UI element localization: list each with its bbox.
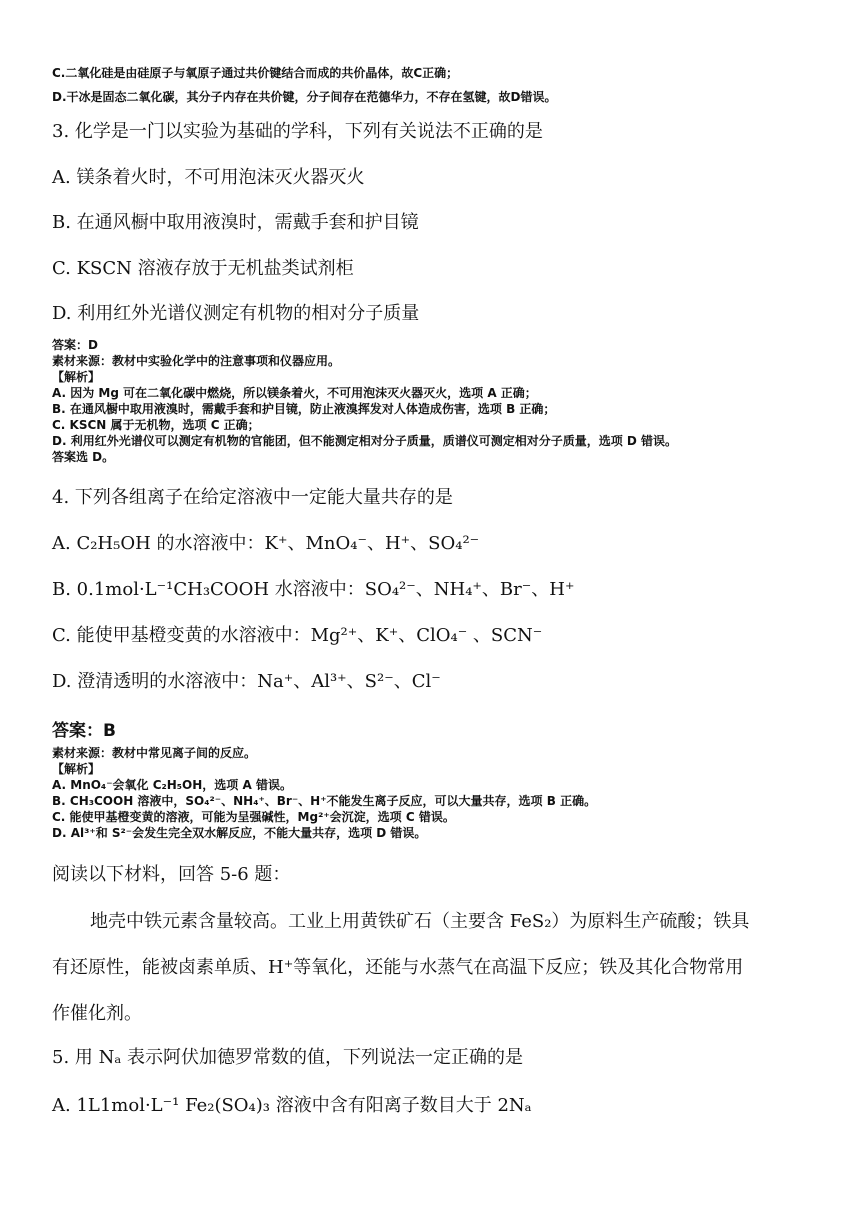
- question-4-analysis-c: C. 能使甲基橙变黄的溶液，可能为呈强碱性，Mg²⁺会沉淀，选项 C 错误。: [52, 810, 455, 824]
- question-3-option-a: A. 镁条着火时，不可用泡沫灭火器灭火: [52, 167, 365, 188]
- question-3-analysis-heading: 【解析】: [52, 370, 101, 384]
- question-3-analysis-a: A. 因为 Mg 可在二氧化碳中燃烧，所以镁条着火，不可用泡沫灭火器灭火，选项 A 正确；: [52, 386, 537, 400]
- question-4-option-b: B. 0.1mol·L⁻¹CH₃COOH 水溶液中：SO₄²⁻、NH₄⁺、Br⁻、H⁺: [52, 579, 575, 600]
- question-3-answer: 答案：D: [52, 338, 98, 352]
- question-3-analysis-c: C. KSCN 属于无机物，选项 C 正确；: [52, 418, 260, 432]
- question-4-analysis-b: B. CH₃COOH 溶液中，SO₄²⁻、NH₄⁺、Br⁻、H⁺不能发生离子反应，可以大量共存，选项 B 正确。: [52, 794, 597, 808]
- question-4-analysis-a: A. MnO₄⁻会氧化 C₂H₅OH，选项 A 错误。: [52, 778, 292, 792]
- material-paragraph-line-2: 有还原性，能被卤素单质、H⁺等氧化，还能与水蒸气在高温下反应；铁及其化合物常用: [52, 957, 744, 978]
- material-paragraph-line-1: 地壳中铁元素含量较高。工业上用黄铁矿石（主要含 FeS₂）为原料生产硫酸；铁具: [90, 911, 750, 932]
- question-5-stem: 5. 用 Nₐ 表示阿伏加德罗常数的值，下列说法一定正确的是: [52, 1047, 524, 1068]
- question-3-stem: 3. 化学是一门以实验为基础的学科，下列有关说法不正确的是: [52, 121, 543, 142]
- question-5-option-a: A. 1L1mol·L⁻¹ Fe₂(SO₄)₃ 溶液中含有阳离子数目大于 2Nₐ: [52, 1095, 532, 1116]
- question-3-option-d: D. 利用红外光谱仪测定有机物的相对分子质量: [52, 303, 420, 324]
- question-3-conclusion: 答案选 D。: [52, 450, 115, 464]
- question-3-analysis-b: B. 在通风橱中取用液溴时，需戴手套和护目镜，防止液溴挥发对人体造成伤害，选项 B 正确；: [52, 402, 556, 416]
- question-4-source: 素材来源：教材中常见离子间的反应。: [52, 746, 257, 760]
- question-3-option-b: B. 在通风橱中取用液溴时，需戴手套和护目镜: [52, 212, 419, 233]
- question-4-option-c: C. 能使甲基橙变黄的水溶液中：Mg²⁺、K⁺、ClO₄⁻ 、SCN⁻: [52, 625, 543, 646]
- material-paragraph-line-3: 作催化剂。: [52, 1003, 142, 1024]
- question-4-answer: 答案：B: [52, 721, 116, 741]
- question-4-analysis-d: D. Al³⁺和 S²⁻会发生完全双水解反应，不能大量共存，选项 D 错误。: [52, 826, 427, 840]
- question-4-option-d: D. 澄清透明的水溶液中：Na⁺、Al³⁺、S²⁻、Cl⁻: [52, 671, 441, 692]
- question-3-analysis-d: D. 利用红外光谱仪可以测定有机物的官能团，但不能测定相对分子质量，质谱仪可测定相对分子质量，选项 D 错误。: [52, 434, 678, 448]
- explanation-line-c: C.二氧化硅是由硅原子与氧原子通过共价键结合而成的共价晶体，故C正确；: [52, 66, 459, 80]
- explanation-line-d: D.干冰是固态二氧化碳，其分子内存在共价键，分子间存在范德华力，不存在氢键，故D错误。: [52, 90, 557, 104]
- question-4-analysis-heading: 【解析】: [52, 762, 101, 776]
- question-3-source: 素材来源：教材中实验化学中的注意事项和仪器应用。: [52, 354, 341, 368]
- question-4-option-a: A. C₂H₅OH 的水溶液中：K⁺、MnO₄⁻、H⁺、SO₄²⁻: [52, 533, 480, 554]
- question-3-option-c: C. KSCN 溶液存放于无机盐类试剂柜: [52, 258, 354, 279]
- question-4-stem: 4. 下列各组离子在给定溶液中一定能大量共存的是: [52, 487, 453, 508]
- reading-instruction: 阅读以下材料，回答 5-6 题：: [52, 864, 291, 885]
